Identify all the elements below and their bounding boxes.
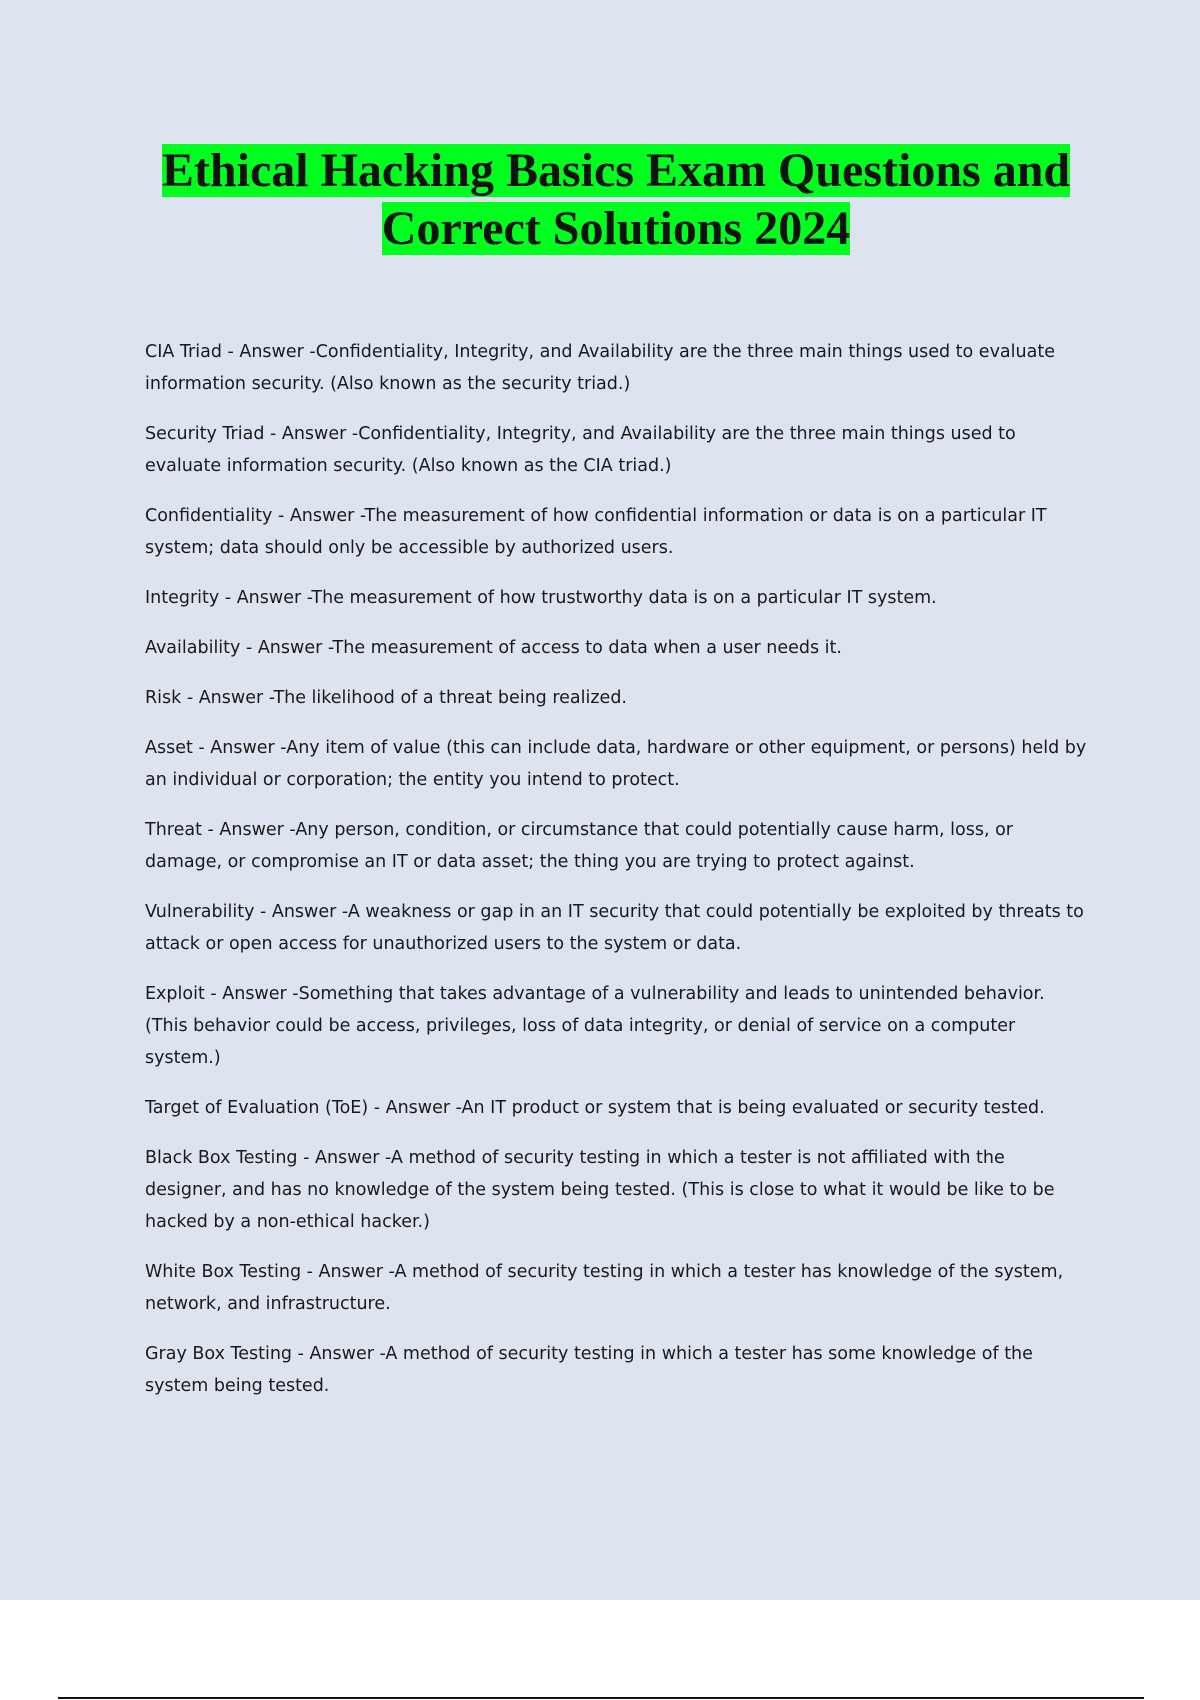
qa-entry: Target of Evaluation (ToE) - Answer -An IT product or system that is being evaluated or security tested.	[145, 1098, 1045, 1118]
qa-entry: Asset - Answer -Any item of value (this can include data, hardware or other equipment, or persons) held by an individual or corporation; the entity you intend to protect.	[145, 738, 1087, 790]
title-line-1: Ethical Hacking Basics Exam Questions and	[161, 144, 1071, 197]
qa-entry: Vulnerability - Answer -A weakness or gap in an IT security that could potentially be exploited by threats to attack or open access for unauthorized users to the system or data.	[145, 902, 1084, 954]
qa-entry: Exploit - Answer -Something that takes advantage of a vulnerability and leads to unintended behavior. (This behavior could be access, privileges, loss of data integrity, or denial of service on a computer system.)	[145, 984, 1045, 1068]
qa-entry: Gray Box Testing - Answer -A method of security testing in which a tester has some knowledge of the system being tested.	[145, 1344, 1033, 1396]
document-title	[60, 142, 1172, 258]
qa-entry: Confidentiality - Answer -The measurement of how confidential information or data is on a particular IT system; data should only be accessible by authorized users.	[145, 506, 1047, 558]
qa-entry: White Box Testing - Answer -A method of security testing in which a tester has knowledge of the system, network, and infrastructure.	[145, 1262, 1064, 1314]
footer-divider	[58, 1697, 1144, 1699]
qa-entry: Availability - Answer -The measurement of access to data when a user needs it.	[145, 638, 842, 658]
qa-entry: Threat - Answer -Any person, condition, or circumstance that could potentially cause harm, loss, or damage, or compromise an IT or data asset; the thing you are trying to protect against.	[145, 820, 1013, 872]
qa-entry: CIA Triad - Answer -Confidentiality, Integrity, and Availability are the three main things used to evaluate information security. (Also known as the security triad.)	[145, 342, 1055, 394]
qa-entry: Security Triad - Answer -Confidentiality, Integrity, and Availability are the three main things used to evaluate information security. (Also known as the CIA triad.)	[145, 424, 1016, 476]
qa-entry: Black Box Testing - Answer -A method of security testing in which a tester is not affiliated with the designer, and has no knowledge of the system being tested. (This is close to what it would be like to be hacked by a non-ethical hacker.)	[145, 1148, 1055, 1232]
qa-entry: Integrity - Answer -The measurement of how trustworthy data is on a particular IT system.	[145, 588, 937, 608]
qa-entry: Risk - Answer -The likelihood of a threat being realized.	[145, 688, 627, 708]
title-line-2: Correct Solutions 2024	[381, 202, 851, 255]
qa-list	[145, 336, 1090, 1420]
